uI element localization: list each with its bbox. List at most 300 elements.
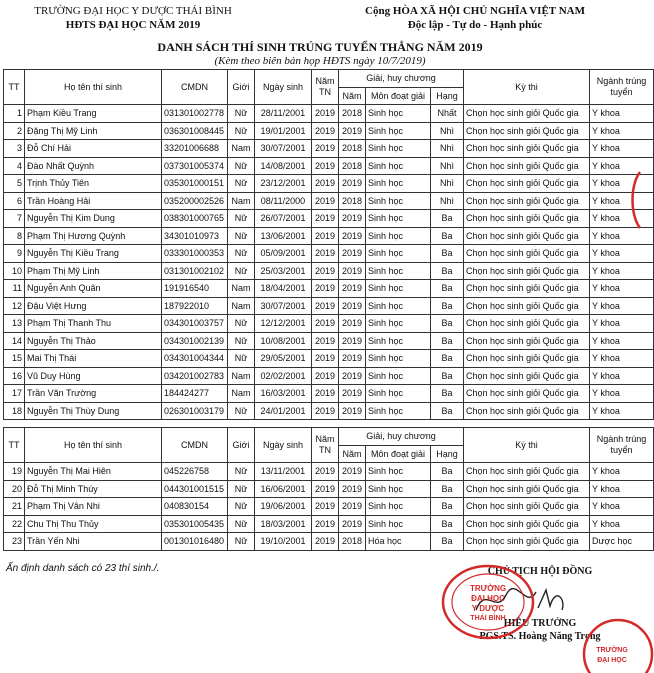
cell-rank: Nhì (431, 157, 464, 175)
cell-id: 035200002526 (162, 192, 228, 210)
cell-subject: Sinh học (366, 227, 431, 245)
cell-id: 038301000765 (162, 210, 228, 228)
cell-name: Nguyễn Thị Kim Dung (25, 210, 162, 228)
cell-tt: 21 (4, 498, 25, 516)
cell-subject: Sinh học (366, 385, 431, 403)
cell-award-year: 2019 (339, 402, 366, 420)
cell-award-year: 2019 (339, 280, 366, 298)
cell-dob: 18/03/2001 (255, 515, 312, 533)
cell-major: Y khoa (590, 385, 654, 403)
col-tt: TT (4, 70, 25, 105)
cell-rank: Ba (431, 515, 464, 533)
cell-dob: 05/09/2001 (255, 245, 312, 263)
cell-rank: Ba (431, 297, 464, 315)
cell-rank: Nhất (431, 105, 464, 123)
cell-award-year: 2018 (339, 533, 366, 551)
cell-subject: Sinh học (366, 515, 431, 533)
cell-tt: 15 (4, 350, 25, 368)
cell-grad-year: 2019 (312, 480, 339, 498)
col-exam: Kỳ thi (464, 428, 590, 463)
col-major: Ngành trúng tuyển (590, 70, 654, 105)
cell-id: 34301010973 (162, 227, 228, 245)
cell-name: Phạm Thị Vân Nhi (25, 498, 162, 516)
cell-subject: Sinh học (366, 315, 431, 333)
cell-name: Đỗ Thị Minh Thúy (25, 480, 162, 498)
cell-dob: 29/05/2001 (255, 350, 312, 368)
cell-award-year: 2019 (339, 175, 366, 193)
cell-major: Y khoa (590, 332, 654, 350)
header-left (28, 4, 238, 32)
cell-gender: Nam (228, 192, 255, 210)
official-stamp (438, 563, 538, 641)
cell-tt: 14 (4, 332, 25, 350)
cell-id: 040830154 (162, 498, 228, 516)
national-title: Cộng HÒA XÃ HỘI CHỦ NGHĨA VIỆT NAM (365, 5, 585, 17)
cell-award-year: 2018 (339, 140, 366, 158)
cell-grad-year: 2019 (312, 332, 339, 350)
cell-dob: 16/06/2001 (255, 480, 312, 498)
col-id: CMDN (162, 70, 228, 105)
cell-grad-year: 2019 (312, 402, 339, 420)
cell-name: Đào Nhất Quỳnh (25, 157, 162, 175)
cell-major: Y khoa (590, 515, 654, 533)
table-row (4, 280, 654, 298)
cell-exam: Chọn học sinh giỏi Quốc gia (464, 280, 590, 298)
cell-name: Nguyễn Thị Mai Hiên (25, 463, 162, 481)
cell-id: 187922010 (162, 297, 228, 315)
cell-name: Nguyễn Anh Quân (25, 280, 162, 298)
cell-rank: Ba (431, 315, 464, 333)
cell-exam: Chọn học sinh giỏi Quốc gia (464, 385, 590, 403)
cell-major: Y khoa (590, 402, 654, 420)
cell-rank: Ba (431, 367, 464, 385)
cell-rank: Ba (431, 280, 464, 298)
cell-exam: Chọn học sinh giỏi Quốc gia (464, 515, 590, 533)
cell-id: 036301008445 (162, 122, 228, 140)
col-rank: Hạng (431, 87, 464, 105)
cell-rank: Ba (431, 498, 464, 516)
cell-grad-year: 2019 (312, 227, 339, 245)
corner-stamp (580, 612, 640, 673)
cell-dob: 16/03/2001 (255, 385, 312, 403)
cell-exam: Chọn học sinh giỏi Quốc gia (464, 122, 590, 140)
table-row (4, 210, 654, 228)
cell-subject: Sinh học (366, 262, 431, 280)
cell-exam: Chọn học sinh giỏi Quốc gia (464, 210, 590, 228)
cell-award-year: 2019 (339, 210, 366, 228)
cell-gender: Nam (228, 140, 255, 158)
cell-major: Y khoa (590, 480, 654, 498)
cell-exam: Chọn học sinh giỏi Quốc gia (464, 402, 590, 420)
admission-table-part2 (3, 427, 654, 551)
cell-grad-year: 2019 (312, 350, 339, 368)
cell-exam: Chọn học sinh giỏi Quốc gia (464, 192, 590, 210)
cell-name: Đậu Việt Hưng (25, 297, 162, 315)
cell-exam: Chọn học sinh giỏi Quốc gia (464, 245, 590, 263)
svg-text:ĐẠI HỌC: ĐẠI HỌC (471, 594, 505, 603)
table-row (4, 157, 654, 175)
cell-subject: Sinh học (366, 480, 431, 498)
cell-rank: Ba (431, 227, 464, 245)
col-tt: TT (4, 428, 25, 463)
cell-name: Nguyễn Thị Thùy Dung (25, 402, 162, 420)
cell-subject: Sinh học (366, 402, 431, 420)
document-title: DANH SÁCH THÍ SINH TRÚNG TUYỂN THẲNG NĂM 2019 (157, 40, 483, 54)
cell-tt: 16 (4, 367, 25, 385)
cell-grad-year: 2019 (312, 140, 339, 158)
cell-id: 044301001515 (162, 480, 228, 498)
cell-rank: Ba (431, 480, 464, 498)
table-row (4, 463, 654, 481)
svg-text:THÁI BÌNH: THÁI BÌNH (470, 615, 506, 622)
table-row (4, 262, 654, 280)
cell-subject: Sinh học (366, 498, 431, 516)
cell-major: Y khoa (590, 367, 654, 385)
cell-award-year: 2019 (339, 245, 366, 263)
cell-tt: 6 (4, 192, 25, 210)
cell-id: 034301003757 (162, 315, 228, 333)
cell-tt: 11 (4, 280, 25, 298)
cell-gender: Nam (228, 367, 255, 385)
cell-major: Y khoa (590, 210, 654, 228)
cell-grad-year: 2019 (312, 367, 339, 385)
cell-name: Trần Yến Nhi (25, 533, 162, 551)
cell-exam: Chọn học sinh giỏi Quốc gia (464, 157, 590, 175)
cell-grad-year: 2019 (312, 498, 339, 516)
cell-grad-year: 2019 (312, 515, 339, 533)
cell-gender: Nữ (228, 515, 255, 533)
col-award-group: Giải, huy chương (339, 428, 464, 446)
table-row (4, 297, 654, 315)
cell-rank: Ba (431, 533, 464, 551)
cell-tt: 22 (4, 515, 25, 533)
cell-gender: Nữ (228, 402, 255, 420)
cell-award-year: 2019 (339, 297, 366, 315)
cell-award-year: 2018 (339, 105, 366, 123)
cell-name: Phạm Kiều Trang (25, 105, 162, 123)
cell-gender: Nữ (228, 157, 255, 175)
cell-major: Y khoa (590, 140, 654, 158)
cell-subject: Sinh học (366, 350, 431, 368)
cell-tt: 13 (4, 315, 25, 333)
cell-grad-year: 2019 (312, 175, 339, 193)
cell-gender: Nam (228, 385, 255, 403)
cell-dob: 13/11/2001 (255, 463, 312, 481)
cell-name: Vũ Duy Hùng (25, 367, 162, 385)
cell-tt: 23 (4, 533, 25, 551)
cell-tt: 5 (4, 175, 25, 193)
cell-exam: Chọn học sinh giỏi Quốc gia (464, 498, 590, 516)
cell-grad-year: 2019 (312, 122, 339, 140)
cell-dob: 19/06/2001 (255, 498, 312, 516)
cell-exam: Chọn học sinh giỏi Quốc gia (464, 175, 590, 193)
cell-dob: 24/01/2001 (255, 402, 312, 420)
cell-grad-year: 2019 (312, 297, 339, 315)
cell-dob: 30/07/2001 (255, 140, 312, 158)
cell-id: 191916540 (162, 280, 228, 298)
cell-tt: 7 (4, 210, 25, 228)
cell-award-year: 2019 (339, 463, 366, 481)
cell-subject: Sinh học (366, 297, 431, 315)
cell-award-year: 2019 (339, 332, 366, 350)
header-right (355, 4, 595, 32)
col-subject: Môn đoạt giải (366, 87, 431, 105)
cell-award-year: 2019 (339, 262, 366, 280)
cell-major: Y khoa (590, 463, 654, 481)
col-award-group: Giải, huy chương (339, 70, 464, 88)
cell-dob: 19/10/2001 (255, 533, 312, 551)
cell-exam: Chọn học sinh giỏi Quốc gia (464, 262, 590, 280)
cell-rank: Nhì (431, 192, 464, 210)
cell-gender: Nữ (228, 245, 255, 263)
cell-major: Y khoa (590, 280, 654, 298)
cell-gender: Nữ (228, 210, 255, 228)
cell-tt: 10 (4, 262, 25, 280)
cell-id: 034301004344 (162, 350, 228, 368)
col-name: Họ tên thí sinh (25, 70, 162, 105)
col-gender: Giới (228, 70, 255, 105)
cell-award-year: 2019 (339, 227, 366, 245)
closing-note: Ấn định danh sách có 23 thí sinh./. (6, 563, 160, 574)
cell-tt: 3 (4, 140, 25, 158)
cell-subject: Sinh học (366, 210, 431, 228)
table-row (4, 245, 654, 263)
table-row (4, 175, 654, 193)
cell-gender: Nữ (228, 498, 255, 516)
cell-dob: 26/07/2001 (255, 210, 312, 228)
edge-stamp (628, 170, 640, 230)
cell-tt: 1 (4, 105, 25, 123)
cell-gender: Nữ (228, 315, 255, 333)
cell-id: 033301000353 (162, 245, 228, 263)
cell-major: Y khoa (590, 315, 654, 333)
cell-dob: 10/08/2001 (255, 332, 312, 350)
cell-id: 026301003179 (162, 402, 228, 420)
cell-tt: 8 (4, 227, 25, 245)
cell-major: Y khoa (590, 297, 654, 315)
cell-rank: Ba (431, 385, 464, 403)
cell-grad-year: 2019 (312, 210, 339, 228)
cell-tt: 4 (4, 157, 25, 175)
cell-dob: 30/07/2001 (255, 297, 312, 315)
cell-rank: Ba (431, 262, 464, 280)
cell-id: 33201006688 (162, 140, 228, 158)
cell-subject: Sinh học (366, 140, 431, 158)
cell-id: 035301000151 (162, 175, 228, 193)
cell-exam: Chọn học sinh giỏi Quốc gia (464, 105, 590, 123)
cell-gender: Nữ (228, 227, 255, 245)
cell-grad-year: 2019 (312, 192, 339, 210)
cell-rank: Ba (431, 245, 464, 263)
cell-tt: 12 (4, 297, 25, 315)
cell-id: 031301002102 (162, 262, 228, 280)
cell-gender: Nữ (228, 533, 255, 551)
cell-id: 031301002778 (162, 105, 228, 123)
col-subject: Môn đoạt giải (366, 445, 431, 463)
table-row (4, 227, 654, 245)
cell-exam: Chọn học sinh giỏi Quốc gia (464, 227, 590, 245)
cell-exam: Chọn học sinh giỏi Quốc gia (464, 297, 590, 315)
table-row (4, 105, 654, 123)
cell-subject: Sinh học (366, 105, 431, 123)
cell-name: Trần Văn Trường (25, 385, 162, 403)
cell-subject: Sinh học (366, 122, 431, 140)
cell-award-year: 2019 (339, 385, 366, 403)
cell-rank: Nhì (431, 140, 464, 158)
table-row (4, 498, 654, 516)
table-row (4, 480, 654, 498)
signature-name: PGS.TS. Hoàng Năng Trọng (479, 631, 601, 642)
cell-id: 001301016480 (162, 533, 228, 551)
cell-rank: Ba (431, 463, 464, 481)
table-row (4, 332, 654, 350)
table-row (4, 315, 654, 333)
cell-dob: 13/06/2001 (255, 227, 312, 245)
cell-name: Nguyễn Thị Thảo (25, 332, 162, 350)
table-row (4, 533, 654, 551)
national-motto: Độc lập - Tự do - Hạnh phúc (407, 19, 543, 31)
cell-rank: Ba (431, 350, 464, 368)
cell-tt: 17 (4, 385, 25, 403)
col-grad-year: Năm TN (312, 428, 339, 463)
cell-major: Y khoa (590, 498, 654, 516)
cell-rank: Ba (431, 402, 464, 420)
cell-gender: Nữ (228, 262, 255, 280)
table-row (4, 367, 654, 385)
col-rank: Hạng (431, 445, 464, 463)
svg-text:TRƯỜNG: TRƯỜNG (596, 647, 628, 654)
cell-dob: 23/12/2001 (255, 175, 312, 193)
cell-major: Y khoa (590, 157, 654, 175)
cell-dob: 28/11/2001 (255, 105, 312, 123)
cell-exam: Chọn học sinh giỏi Quốc gia (464, 463, 590, 481)
cell-award-year: 2018 (339, 192, 366, 210)
cell-id: 184424277 (162, 385, 228, 403)
cell-tt: 19 (4, 463, 25, 481)
cell-rank: Nhì (431, 122, 464, 140)
col-gender: Giới (228, 428, 255, 463)
col-dob: Ngày sinh (255, 70, 312, 105)
cell-exam: Chọn học sinh giỏi Quốc gia (464, 367, 590, 385)
cell-exam: Chọn học sinh giỏi Quốc gia (464, 533, 590, 551)
cell-name: Phạm Thị Hương Quỳnh (25, 227, 162, 245)
cell-tt: 18 (4, 402, 25, 420)
cell-grad-year: 2019 (312, 533, 339, 551)
table-row (4, 122, 654, 140)
svg-text:Y DƯỢC: Y DƯỢC (471, 604, 505, 613)
cell-rank: Ba (431, 210, 464, 228)
cell-tt: 20 (4, 480, 25, 498)
col-grad-year: Năm TN (312, 70, 339, 105)
cell-subject: Sinh học (366, 332, 431, 350)
school-name: TRƯỜNG ĐẠI HỌC Y DƯỢC THÁI BÌNH (34, 5, 232, 17)
cell-dob: 18/04/2001 (255, 280, 312, 298)
cell-dob: 02/02/2001 (255, 367, 312, 385)
cell-grad-year: 2019 (312, 262, 339, 280)
cell-award-year: 2019 (339, 480, 366, 498)
table-row (4, 402, 654, 420)
cell-award-year: 2019 (339, 367, 366, 385)
cell-award-year: 2018 (339, 157, 366, 175)
cell-subject: Sinh học (366, 280, 431, 298)
cell-dob: 14/08/2001 (255, 157, 312, 175)
col-exam: Kỳ thi (464, 70, 590, 105)
cell-subject: Hóa học (366, 533, 431, 551)
cell-id: 034301002139 (162, 332, 228, 350)
col-id: CMDN (162, 428, 228, 463)
svg-text:ĐẠI HỌC: ĐẠI HỌC (597, 657, 627, 664)
cell-name: Trịnh Thủy Tiên (25, 175, 162, 193)
cell-exam: Chọn học sinh giỏi Quốc gia (464, 315, 590, 333)
cell-name: Nguyễn Thị Kiều Trang (25, 245, 162, 263)
cell-major: Y khoa (590, 105, 654, 123)
cell-grad-year: 2019 (312, 280, 339, 298)
cell-name: Phạm Thị Thanh Thu (25, 315, 162, 333)
cell-major: Y khoa (590, 192, 654, 210)
cell-award-year: 2019 (339, 498, 366, 516)
cell-tt: 9 (4, 245, 25, 263)
document-subtitle: (Kèm theo biên bản họp HĐTS ngày 10/7/2019) (214, 55, 426, 67)
cell-subject: Sinh học (366, 192, 431, 210)
cell-dob: 12/12/2001 (255, 315, 312, 333)
cell-major: Y khoa (590, 245, 654, 263)
cell-gender: Nam (228, 297, 255, 315)
cell-subject: Sinh học (366, 157, 431, 175)
cell-major: Dược học (590, 533, 654, 551)
cell-gender: Nữ (228, 122, 255, 140)
cell-id: 045226758 (162, 463, 228, 481)
cell-name: Đỗ Chí Hải (25, 140, 162, 158)
cell-dob: 19/01/2001 (255, 122, 312, 140)
cell-major: Y khoa (590, 350, 654, 368)
signature-role-chair: CHỦ TỊCH HỘI ĐỒNG (487, 566, 593, 577)
table-row (4, 192, 654, 210)
cell-grad-year: 2019 (312, 463, 339, 481)
col-award-year: Năm (339, 445, 366, 463)
col-dob: Ngày sinh (255, 428, 312, 463)
signature-role-rector: HIỆU TRƯỞNG (503, 618, 577, 629)
cell-subject: Sinh học (366, 245, 431, 263)
cell-exam: Chọn học sinh giỏi Quốc gia (464, 140, 590, 158)
col-major: Ngành trúng tuyển (590, 428, 654, 463)
cell-award-year: 2019 (339, 122, 366, 140)
cell-name: Đặng Thị Mỹ Linh (25, 122, 162, 140)
col-name: Họ tên thí sinh (25, 428, 162, 463)
cell-name: Mai Thị Thái (25, 350, 162, 368)
cell-major: Y khoa (590, 262, 654, 280)
cell-name: Phạm Thị Mỹ Linh (25, 262, 162, 280)
cell-major: Y khoa (590, 227, 654, 245)
cell-id: 037301005374 (162, 157, 228, 175)
cell-gender: Nữ (228, 332, 255, 350)
council-name: HĐTS ĐẠI HỌC NĂM 2019 (65, 19, 201, 31)
cell-gender: Nữ (228, 463, 255, 481)
cell-award-year: 2019 (339, 315, 366, 333)
cell-dob: 25/03/2001 (255, 262, 312, 280)
cell-award-year: 2019 (339, 515, 366, 533)
cell-gender: Nữ (228, 480, 255, 498)
cell-subject: Sinh học (366, 463, 431, 481)
cell-name: Trần Hoàng Hải (25, 192, 162, 210)
cell-gender: Nữ (228, 350, 255, 368)
cell-major: Y khoa (590, 175, 654, 193)
cell-id: 034201002783 (162, 367, 228, 385)
cell-gender: Nữ (228, 175, 255, 193)
admission-table-part1 (3, 69, 654, 420)
cell-exam: Chọn học sinh giỏi Quốc gia (464, 480, 590, 498)
cell-grad-year: 2019 (312, 315, 339, 333)
cell-major: Y khoa (590, 122, 654, 140)
